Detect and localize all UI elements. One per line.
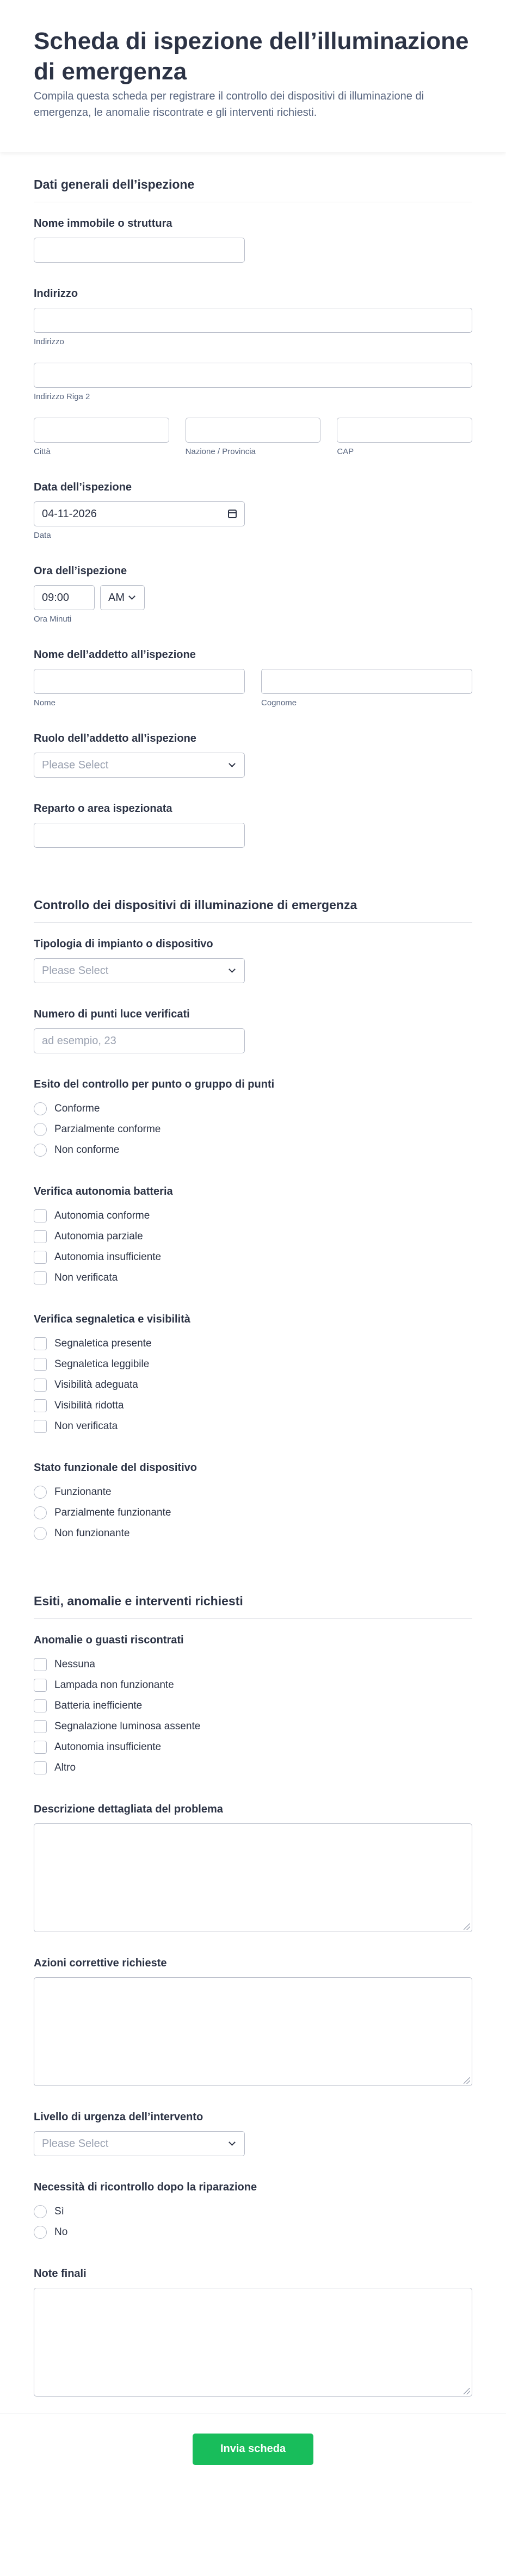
page-title: Scheda di ispezione dell’illuminazione di emergenza xyxy=(34,28,469,85)
zip-input[interactable] xyxy=(337,418,472,443)
section-devices xyxy=(34,873,472,923)
inspection-form xyxy=(0,152,506,2397)
address-label: Indirizzo xyxy=(34,288,78,300)
address-line1-sublabel: Indirizzo xyxy=(34,337,64,346)
chevron-down-icon xyxy=(128,593,135,600)
time-value: 09:00 xyxy=(42,591,70,604)
checkbox[interactable] xyxy=(34,1658,47,1671)
resize-handle-icon[interactable] xyxy=(464,2077,470,2084)
resize-handle-icon[interactable] xyxy=(464,1923,470,1930)
time-row xyxy=(34,585,472,610)
first-name-input[interactable] xyxy=(34,669,245,694)
checkbox[interactable] xyxy=(34,1679,47,1692)
section-results xyxy=(34,1569,472,1619)
dept-field xyxy=(34,803,472,848)
radio-option[interactable] xyxy=(34,1119,472,1140)
recheck-label: Necessità di ricontrollo dopo la riparazione xyxy=(34,2181,257,2193)
urgency-placeholder: Please Select xyxy=(42,2137,109,2150)
radio-option[interactable] xyxy=(34,2201,472,2222)
radio-circle[interactable] xyxy=(34,2226,47,2239)
points-label: Numero di punti luce verificati xyxy=(34,1008,190,1020)
option-label: Visibilità ridotta xyxy=(54,1400,124,1411)
radio-option[interactable] xyxy=(34,1503,472,1523)
desc-label: Descrizione dettagliata del problema xyxy=(34,1803,223,1815)
first-name-sublabel: Nome xyxy=(34,698,56,707)
actions-field xyxy=(34,1957,472,2086)
time-input[interactable] xyxy=(34,585,95,610)
radio-circle[interactable] xyxy=(34,1144,47,1157)
address-line2-input[interactable] xyxy=(34,363,472,388)
radio-option[interactable] xyxy=(34,1098,472,1119)
zip-sublabel: CAP xyxy=(337,447,354,456)
checkbox-option[interactable] xyxy=(34,1716,472,1737)
radio-option[interactable] xyxy=(34,1523,472,1544)
actions-textarea[interactable] xyxy=(34,1977,472,2086)
country-input[interactable] xyxy=(186,418,321,443)
option-label: Autonomia conforme xyxy=(54,1210,150,1221)
ampm-select[interactable] xyxy=(100,585,145,610)
radio-circle[interactable] xyxy=(34,1506,47,1519)
time-field xyxy=(34,565,472,624)
option-label: Parzialmente funzionante xyxy=(54,1507,171,1518)
checkbox-option[interactable] xyxy=(34,1268,472,1288)
calendar-icon[interactable] xyxy=(228,510,237,518)
faults-label: Anomalie o guasti riscontrati xyxy=(34,1634,184,1646)
status-field xyxy=(34,1462,472,1544)
inspector-label: Nome dell’addetto all’ispezione xyxy=(34,649,196,661)
role-label: Ruolo dell’addetto all’ispezione xyxy=(34,733,196,744)
radio-circle[interactable] xyxy=(34,1527,47,1540)
checkbox[interactable] xyxy=(34,1230,47,1243)
form-footer xyxy=(0,2413,506,2485)
checkbox[interactable] xyxy=(34,1337,47,1350)
property-input[interactable] xyxy=(34,238,245,263)
date-value: 04-11-2026 xyxy=(42,507,97,520)
desc-textarea[interactable] xyxy=(34,1823,472,1932)
resize-handle-icon[interactable] xyxy=(464,2388,470,2394)
page-subtitle: Compila questa scheda per registrare il controllo dei dispositivi di illuminazione di emergenza, le anomalie riscontrate e gli interventi richiesti. xyxy=(34,90,424,119)
option-label: Segnaletica leggibile xyxy=(54,1358,150,1370)
radio-option[interactable] xyxy=(34,2222,472,2243)
option-label: Non verificata xyxy=(54,1272,118,1283)
radio-circle[interactable] xyxy=(34,1123,47,1136)
checkbox[interactable] xyxy=(34,1209,47,1222)
date-field xyxy=(34,481,472,540)
checkbox-option[interactable] xyxy=(34,1416,472,1437)
outcome-label: Esito del controllo per punto o gruppo di punti xyxy=(34,1078,275,1090)
actions-label: Azioni correttive richieste xyxy=(34,1957,167,1969)
property-label: Nome immobile o struttura xyxy=(34,218,172,229)
option-label: Non conforme xyxy=(54,1144,120,1156)
checkbox-option[interactable] xyxy=(34,1395,472,1416)
inspector-row xyxy=(34,669,472,707)
section-title: Esiti, anomalie e interventi richiesti xyxy=(34,1594,243,1608)
date-label: Data dell’ispezione xyxy=(34,481,132,493)
date-input[interactable] xyxy=(34,501,245,526)
checkbox[interactable] xyxy=(34,1720,47,1733)
country-sublabel: Nazione / Provincia xyxy=(185,447,256,456)
date-sublabel: Data xyxy=(34,531,51,540)
submit-button[interactable]: Invia scheda xyxy=(193,2434,313,2465)
option-label: Segnaletica presente xyxy=(54,1338,152,1349)
checkbox-option[interactable] xyxy=(34,1737,472,1758)
checkbox-option[interactable] xyxy=(34,1354,472,1375)
checkbox-option[interactable] xyxy=(34,1696,472,1716)
urgency-label: Livello di urgenza dell’intervento xyxy=(34,2111,203,2123)
option-label: Sì xyxy=(54,2206,64,2217)
ampm-value: AM xyxy=(108,591,125,604)
checkbox[interactable] xyxy=(34,1251,47,1264)
option-label: Autonomia insufficiente xyxy=(54,1741,162,1753)
urgency-field xyxy=(34,2111,472,2156)
signage-label: Verifica segnaletica e visibilità xyxy=(34,1313,190,1325)
checkbox-option[interactable] xyxy=(34,1654,472,1675)
section-title: Controllo dei dispositivi di illuminazione di emergenza xyxy=(34,898,357,912)
dept-label: Reparto o area ispezionata xyxy=(34,803,172,815)
checkbox-option[interactable] xyxy=(34,1758,472,1778)
option-label: Non funzionante xyxy=(54,1528,130,1539)
chevron-down-icon xyxy=(229,760,236,767)
section-general xyxy=(34,152,472,202)
outcome-field xyxy=(34,1078,472,1160)
recheck-field xyxy=(34,2181,472,2243)
notes-field xyxy=(34,2268,472,2397)
option-label: Parzialmente conforme xyxy=(54,1123,161,1135)
checkbox[interactable] xyxy=(34,1399,47,1412)
radio-option[interactable] xyxy=(34,1482,472,1503)
faults-field xyxy=(34,1634,472,1778)
option-label: Batteria inefficiente xyxy=(54,1700,143,1711)
section-title: Dati generali dell’ispezione xyxy=(34,177,195,191)
option-label: Altro xyxy=(54,1762,76,1773)
checkbox[interactable] xyxy=(34,1420,47,1433)
city-sublabel: Città xyxy=(34,447,51,456)
address-line1-input[interactable] xyxy=(34,308,472,333)
chevron-down-icon xyxy=(229,2139,236,2146)
checkbox-option[interactable] xyxy=(34,1247,472,1268)
type-select[interactable] xyxy=(34,958,245,983)
signage-field xyxy=(34,1313,472,1437)
urgency-select[interactable] xyxy=(34,2131,245,2156)
address-field xyxy=(34,288,472,456)
role-placeholder: Please Select xyxy=(42,759,109,771)
radio-circle[interactable] xyxy=(34,1486,47,1499)
form-header xyxy=(0,0,506,152)
address-line2-sublabel: Indirizzo Riga 2 xyxy=(34,392,90,401)
radio-circle[interactable] xyxy=(34,2205,47,2218)
option-label: Autonomia parziale xyxy=(54,1231,143,1242)
city-input[interactable] xyxy=(34,418,169,443)
checkbox[interactable] xyxy=(34,1699,47,1712)
option-label: Funzionante xyxy=(54,1486,112,1498)
dept-input[interactable] xyxy=(34,823,245,848)
type-label: Tipologia di impianto o dispositivo xyxy=(34,938,213,950)
battery-label: Verifica autonomia batteria xyxy=(34,1185,173,1197)
type-field xyxy=(34,938,472,983)
option-label: Nessuna xyxy=(54,1659,95,1670)
option-label: Visibilità adeguata xyxy=(54,1379,138,1391)
checkbox[interactable] xyxy=(34,1358,47,1371)
role-field xyxy=(34,733,472,778)
option-label: No xyxy=(54,2226,68,2238)
checkbox-option[interactable] xyxy=(34,1206,472,1226)
option-label: Segnalazione luminosa assente xyxy=(54,1721,201,1732)
option-label: Autonomia insufficiente xyxy=(54,1251,162,1263)
checkbox-option[interactable] xyxy=(34,1226,472,1247)
notes-label: Note finali xyxy=(34,2268,87,2280)
property-field xyxy=(34,218,472,263)
desc-field xyxy=(34,1803,472,1932)
checkbox[interactable] xyxy=(34,1741,47,1754)
type-placeholder: Please Select xyxy=(42,964,109,977)
radio-option[interactable] xyxy=(34,1140,472,1160)
checkbox-option[interactable] xyxy=(34,1375,472,1395)
time-sublabel: Ora Minuti xyxy=(34,614,72,624)
status-label: Stato funzionale del dispositivo xyxy=(34,1462,198,1474)
address-row xyxy=(34,418,472,456)
option-label: Lampada non funzionante xyxy=(54,1679,174,1691)
checkbox[interactable] xyxy=(34,1271,47,1284)
chevron-down-icon xyxy=(229,966,236,973)
notes-textarea[interactable] xyxy=(34,2288,472,2397)
option-label: Non verificata xyxy=(54,1420,118,1432)
role-select[interactable] xyxy=(34,753,245,778)
points-field xyxy=(34,1008,472,1053)
checkbox-option[interactable] xyxy=(34,1333,472,1354)
battery-field xyxy=(34,1185,472,1288)
time-label: Ora dell’ispezione xyxy=(34,565,127,577)
checkbox[interactable] xyxy=(34,1761,47,1774)
points-input[interactable]: ad esempio, 23 xyxy=(34,1028,245,1053)
checkbox[interactable] xyxy=(34,1379,47,1392)
option-label: Conforme xyxy=(54,1103,100,1114)
checkbox-option[interactable] xyxy=(34,1675,472,1696)
inspector-field xyxy=(34,649,472,707)
radio-circle[interactable] xyxy=(34,1102,47,1115)
last-name-sublabel: Cognome xyxy=(261,698,297,707)
last-name-input[interactable] xyxy=(261,669,472,694)
